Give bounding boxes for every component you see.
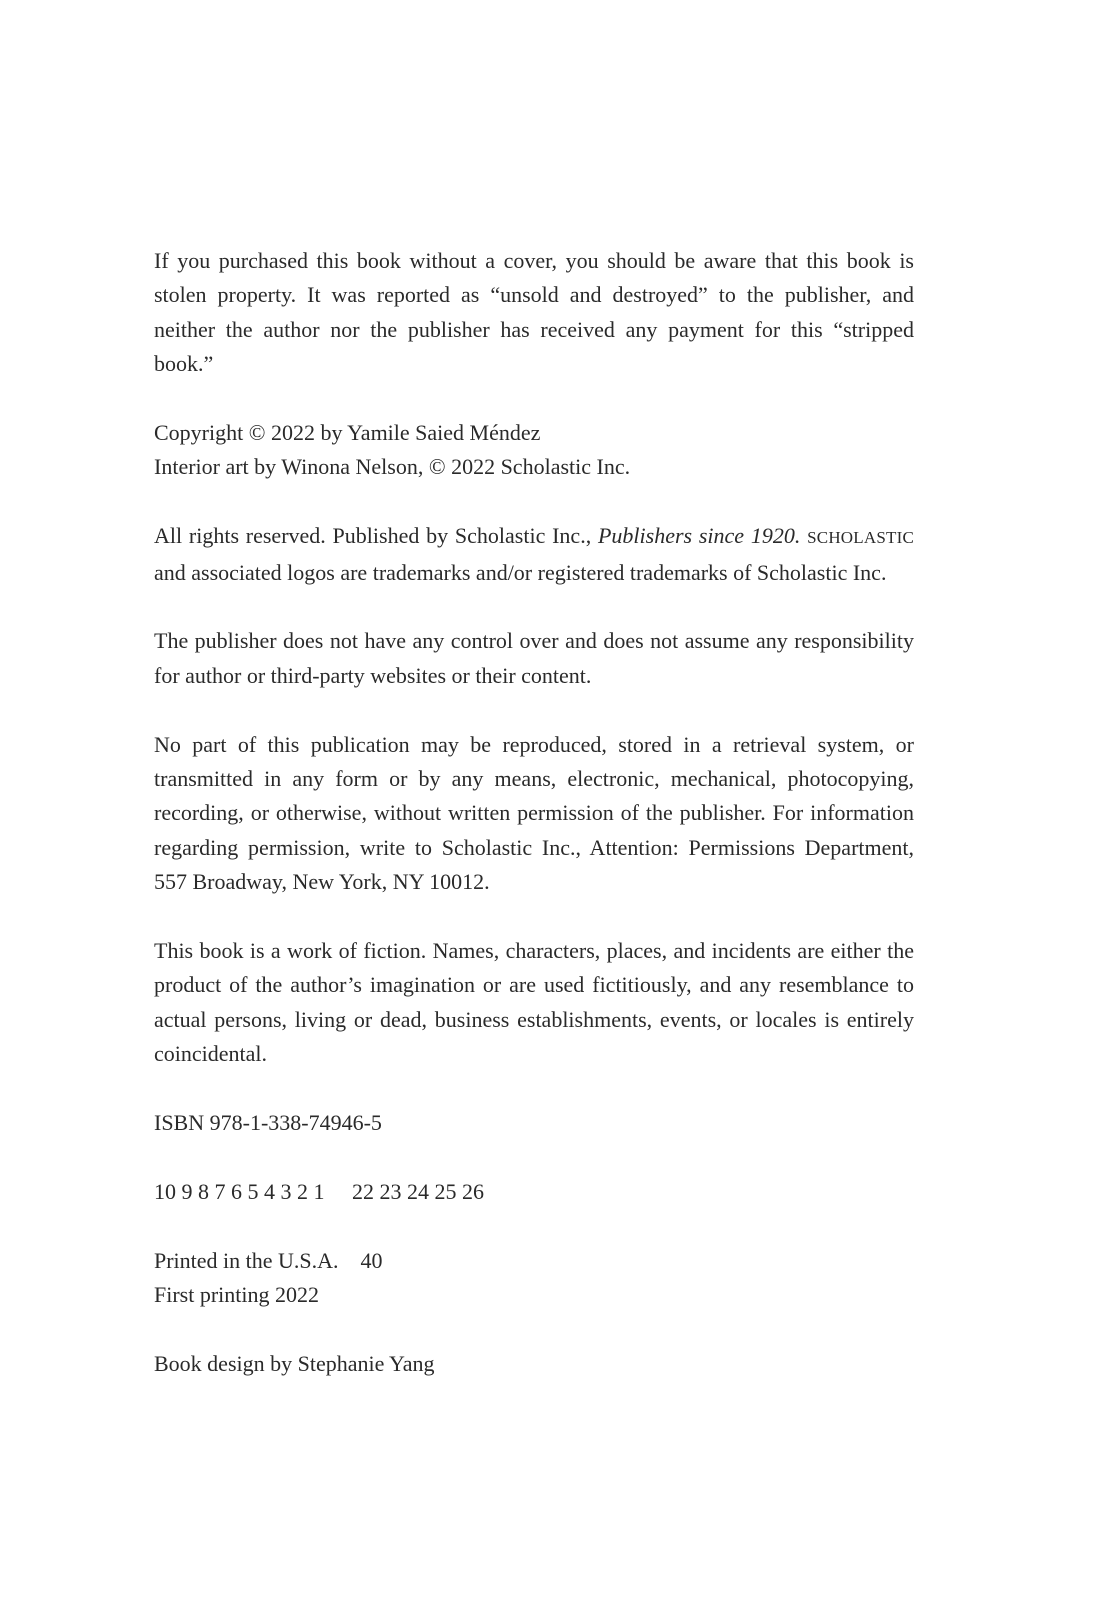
printed-in-line: Printed in the U.S.A. 40 (154, 1247, 383, 1273)
rights-reserved-notice (154, 519, 914, 590)
permission-notice: No part of this publication may be reproduced, stored in a retrieval system, or transmitted in any form or by any means, electronic, mechanical, photocopying, recording, or otherwise, without written permission of the publisher. For information regarding permission, write to Scholastic Inc., Attention: Permissions Department, 557 Broadway, New York, NY 10012. (154, 731, 914, 895)
responsibility-disclaimer: The publisher does not have any control over and does not assume any responsibility for author or third-party websites or their content. (154, 628, 914, 688)
first-printing-line: First printing 2022 (154, 1282, 320, 1308)
publisher-tagline: Publishers since 1920. (597, 523, 801, 549)
fiction-disclaimer: This book is a work of fiction. Names, characters, places, and incidents are either the product of the author’s imagination or are used fictitiously, and any resemblance to actual persons, living or dead, business establishments, events, or locales is entirely coincidental. (154, 938, 914, 1067)
rights-text: All rights reserved. Published by Scholastic Inc., (154, 523, 598, 549)
copyright-line: Copyright © 2022 by Yamile Saied Méndez (154, 420, 541, 446)
printing-info (154, 1244, 914, 1313)
stripped-book-notice: If you purchased this book without a cover, you should be aware that this book is stolen property. It was reported as “unsold and destroyed” to the publisher, and neither the author nor the publisher has received any payment for this “stripped book.” (154, 248, 914, 377)
scholastic-brand: SCHOLASTIC (807, 528, 914, 548)
printing-number-line (154, 1175, 914, 1209)
isbn: ISBN 978-1-338-74946-5 (154, 1110, 382, 1136)
copyright-text-block (154, 244, 914, 1416)
trademark-text: and associated logos are trademarks and/or registered trademarks of Scholastic Inc. (154, 559, 887, 585)
book-design-credit: Book design by Stephanie Yang (154, 1350, 435, 1376)
copyright-notice (154, 416, 914, 485)
interior-art-credit: Interior art by Winona Nelson, © 2022 Scholastic Inc. (154, 454, 631, 480)
printing-numbers: 10 9 8 7 6 5 4 3 2 1 22 23 24 25 26 (154, 1178, 484, 1204)
